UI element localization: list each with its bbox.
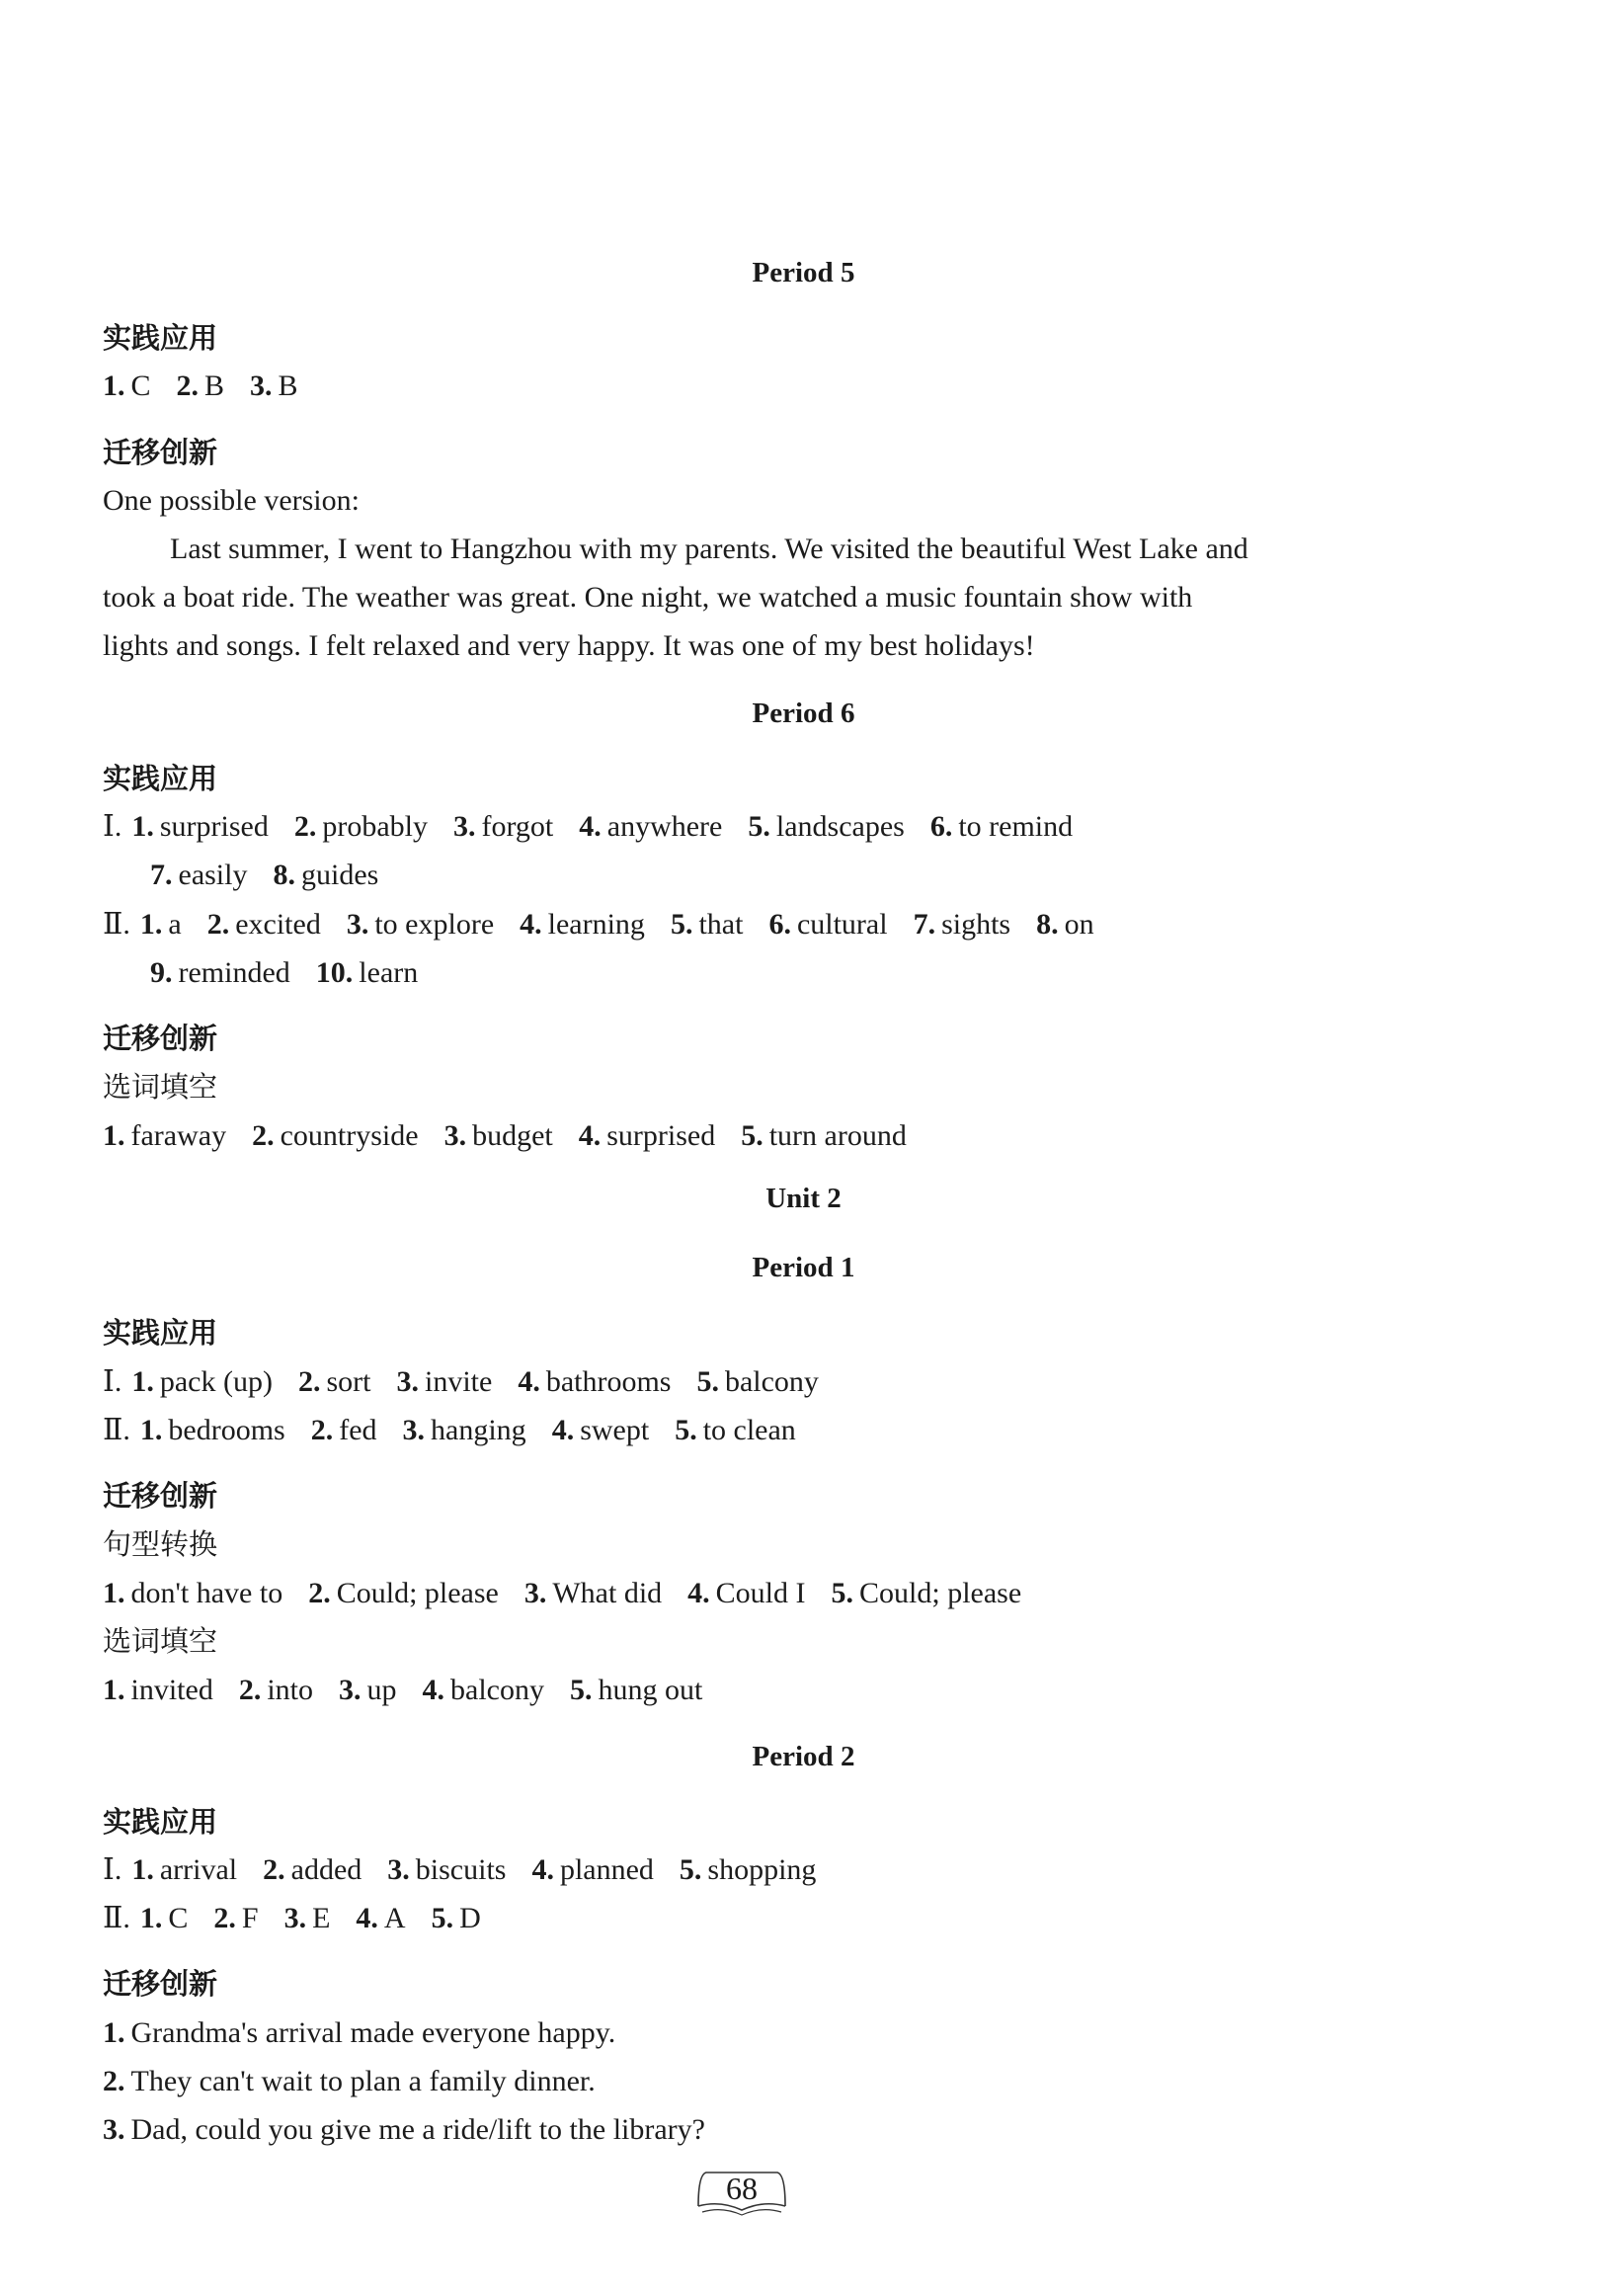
answer-item [552,1412,650,1449]
answer-number: 3. [523,1577,547,1609]
answer-number: 3. [402,1414,426,1446]
answer-text: to clean [702,1414,796,1446]
answer-text: to remind [958,810,1074,843]
answer-number: 4. [422,1674,444,1706]
answer-text: invite [424,1365,493,1398]
answer-number: 5. [748,810,770,843]
answer-number: 3. [452,810,476,843]
answer-item [675,1412,796,1449]
answer-text: C [168,1902,189,1934]
answer-row [103,1672,728,1709]
part-label: Ⅱ. [103,1902,130,1934]
answer-item [403,1412,526,1449]
answer-number: 3. [346,908,369,941]
transfer-section-title: 迁移创新 [103,1967,218,2001]
answer-item [453,808,553,846]
answer-item [387,1851,506,1889]
answer-number: 3. [250,369,273,402]
answer-item [140,1900,189,1937]
answer-number: 4. [531,1853,554,1886]
answer-number: 2. [238,1674,262,1706]
practice-section-title: 实践应用 [103,1805,218,1839]
answer-number: 5. [679,1853,702,1886]
answer-item [273,857,378,894]
answer-item [671,906,744,943]
answer-text: Dad, could you give me a ride/lift to the library? [130,2113,705,2146]
answer-number: 2. [252,1119,275,1152]
answer-row [103,1363,844,1401]
answer-number: 1. [103,1674,125,1706]
essay-line: lights and songs. I felt relaxed and very happy. It was one of my best holidays! [103,629,1035,662]
answer-number: 1. [103,1119,125,1152]
answer-number: 4. [687,1577,710,1609]
answer-item [263,1851,362,1889]
answer-text: probably [322,810,428,843]
answer-text: a [168,908,182,941]
answer-item [131,1363,273,1401]
answer-row [103,808,1098,846]
answer-text: easily [178,859,248,891]
sentence-row [103,2111,731,2149]
answer-text: guides [300,859,379,891]
answer-text: shopping [707,1853,817,1886]
answer-item [930,808,1073,846]
answer-item [252,1117,418,1155]
answer-text: learning [547,908,645,941]
answer-item [213,1900,258,1937]
answer-text: C [130,369,151,402]
answer-text: surprised [159,810,269,843]
answer-item [140,1412,285,1449]
answer-text: Grandma's arrival made everyone happy. [130,2016,616,2049]
answer-number: 9. [150,956,173,989]
essay-line: Last summer, I went to Hangzhou with my parents. We visited the beautiful West Lake and [170,533,1248,565]
answer-number: 5. [670,908,693,941]
answer-text: countryside [280,1119,419,1152]
part-label: Ⅰ. [103,1853,122,1886]
answer-number: 5. [675,1414,697,1446]
answer-text: B [204,369,225,402]
answer-text: added [290,1853,362,1886]
part-label: Ⅱ. [103,908,130,941]
answer-text: forgot [481,810,554,843]
answer-text: fed [339,1414,377,1446]
answer-item [687,1575,805,1612]
answer-number: 4. [520,908,542,941]
answer-number: 3. [283,1902,307,1934]
answer-number: 4. [579,810,602,843]
answer-list [140,908,1120,941]
answer-text: What did [552,1577,663,1609]
answer-number: 7. [150,859,173,891]
answer-item [239,1672,313,1709]
answer-item [520,906,645,943]
answer-item [308,1575,499,1612]
answer-list [140,1414,822,1446]
answer-number: 7. [913,908,936,941]
answer-row [103,1900,507,1937]
answer-text: pack (up) [159,1365,273,1398]
sentence-row [103,2063,621,2100]
answer-item [150,857,247,894]
answer-item [103,1672,213,1709]
answer-text: balcony [724,1365,819,1398]
practice-section-title: 实践应用 [103,1316,218,1350]
answer-number: 1. [131,1365,154,1398]
answer-number: 2. [263,1853,285,1886]
answer-text: B [278,369,298,402]
answer-item [741,1117,907,1155]
answer-number: 8. [1036,908,1059,941]
answer-text: budget [472,1119,553,1152]
answer-item [748,808,904,846]
answer-number: 1. [103,369,125,402]
fill-subtitle: 选词填空 [103,1070,218,1104]
answer-number: 1. [103,2016,125,2049]
answer-text: E [312,1902,331,1934]
answer-text: don't have to [130,1577,283,1609]
answer-number: 5. [741,1119,763,1152]
answer-number: 6. [929,810,953,843]
answer-text: A [383,1902,406,1934]
answer-item [768,906,887,943]
answer-text: to explore [374,908,495,941]
answer-text: landscapes [775,810,905,843]
answer-number: 1. [103,1577,125,1609]
answer-text: bathrooms [545,1365,672,1398]
answer-number: 1. [139,1902,163,1934]
answer-number: 2. [176,369,200,402]
answer-number: 2. [308,1577,331,1609]
answer-text: Could I [715,1577,806,1609]
answer-item [680,1851,817,1889]
answer-item [103,1575,282,1612]
answer-item [311,1412,377,1449]
answer-number: 4. [578,1119,602,1152]
answer-text: bedrooms [168,1414,285,1446]
unit2-period-1-heading: Period 1 [752,1252,855,1283]
transfer-section-title: 迁移创新 [103,1479,218,1513]
answer-number: 3. [339,1674,362,1706]
answer-item [914,906,1011,943]
answer-text: Could; please [859,1577,1022,1609]
answer-item [356,1900,405,1937]
page-number: 68 [726,2171,758,2206]
answer-number: 4. [551,1414,575,1446]
answer-item [579,1117,715,1155]
answer-number: 2. [293,810,317,843]
unit2-period-2-heading: Period 2 [752,1741,855,1772]
answer-item [284,1900,331,1937]
answer-text: that [698,908,744,941]
answer-text: F [241,1902,259,1934]
answer-list [131,810,1098,843]
answer-item [579,808,722,846]
answer-text: They can't wait to plan a family dinner. [130,2065,596,2097]
answer-number: 3. [387,1853,410,1886]
answer-text: planned [559,1853,654,1886]
answer-number: 5. [831,1577,854,1609]
transfer-section-title: 迁移创新 [103,436,218,469]
answer-row [103,906,1120,943]
answer-text: invited [130,1674,213,1706]
answer-number: 1. [131,1853,154,1886]
answer-text: biscuits [415,1853,507,1886]
answer-item [150,954,290,992]
unit-2-heading: Unit 2 [765,1183,842,1214]
practice-section-title: 实践应用 [103,321,218,355]
answer-number: 2. [297,1365,321,1398]
answer-number: 5. [431,1902,454,1934]
answer-text: hanging [431,1414,526,1446]
answer-item [423,1672,544,1709]
answer-text: excited [235,908,321,941]
answer-item [524,1575,662,1612]
answer-number: 3. [396,1365,419,1398]
period-6-heading: Period 6 [752,697,855,729]
answer-item [103,2111,705,2149]
answer-item [131,808,268,846]
answer-text: cultural [796,908,888,941]
answer-text: arrival [159,1853,238,1886]
answer-text: on [1064,908,1094,941]
answer-number: 2. [310,1414,334,1446]
answer-number: 5. [569,1674,593,1706]
answer-number: 4. [356,1902,378,1934]
answer-item [298,1363,371,1401]
fill-subtitle: 选词填空 [103,1624,218,1658]
answer-item [103,2063,596,2100]
answer-text: up [366,1674,397,1706]
answer-text: learn [359,956,419,989]
part-label: Ⅰ. [103,810,122,843]
answer-text: into [267,1674,313,1706]
answer-item [432,1900,481,1937]
answer-row [150,857,404,894]
answer-item [294,808,428,846]
answer-row [103,368,324,405]
answer-text: D [459,1902,481,1934]
answer-list [131,1853,842,1886]
answer-number: 5. [696,1365,719,1398]
answer-text: Could; please [336,1577,499,1609]
answer-number: 2. [213,1902,236,1934]
answer-item [347,906,494,943]
answer-list [140,1902,507,1934]
answer-number: 3. [103,2113,125,2146]
period-5-heading: Period 5 [752,257,855,288]
part-label: Ⅰ. [103,1365,122,1398]
sentence-row [103,2014,641,2052]
answer-item [696,1363,818,1401]
answer-item [570,1672,702,1709]
answer-row [103,1412,822,1449]
answer-text: faraway [130,1119,227,1152]
answer-text: sort [326,1365,371,1398]
answer-text: reminded [178,956,290,989]
answer-number: 2. [103,2065,125,2097]
answer-text: swept [580,1414,650,1446]
answer-item [832,1575,1022,1612]
answer-text: anywhere [606,810,723,843]
part-label: Ⅱ. [103,1414,130,1446]
answer-number: 8. [273,859,295,891]
answer-item [518,1363,671,1401]
answer-text: balcony [450,1674,544,1706]
answer-item [140,906,182,943]
answer-text: hung out [598,1674,703,1706]
practice-section-title: 实践应用 [103,762,218,795]
answer-item [396,1363,492,1401]
answer-item [316,954,418,992]
transform-subtitle: 句型转换 [103,1527,218,1561]
answer-item [531,1851,653,1889]
answer-number: 6. [768,908,791,941]
answer-text: surprised [606,1119,716,1152]
answer-item [339,1672,397,1709]
answer-number: 1. [131,810,154,843]
answer-number: 2. [206,908,230,941]
answer-item [131,1851,237,1889]
answer-item [177,368,225,405]
answer-text: sights [941,908,1011,941]
answer-text: turn around [768,1119,907,1152]
answer-item [444,1117,553,1155]
answer-row [103,1117,932,1155]
page-number-badge [694,2167,789,2218]
answer-item [103,1117,226,1155]
answer-row [150,954,443,992]
answer-number: 4. [518,1365,540,1398]
answer-item [103,2014,615,2052]
answer-number: 10. [315,956,354,989]
answer-item [250,368,298,405]
answer-item [1036,906,1094,943]
answer-number: 1. [139,1414,163,1446]
essay-line: took a boat ride. The weather was great. One night, we watched a music fountain show with [103,581,1193,614]
answer-row [103,1575,1047,1612]
answer-list [131,1365,844,1398]
answer-row [103,1851,842,1889]
answer-number: 3. [443,1119,467,1152]
transfer-section-title: 迁移创新 [103,1022,218,1055]
answer-item [103,368,151,405]
version-label: One possible version: [103,484,360,517]
answer-item [207,906,321,943]
answer-number: 1. [139,908,163,941]
